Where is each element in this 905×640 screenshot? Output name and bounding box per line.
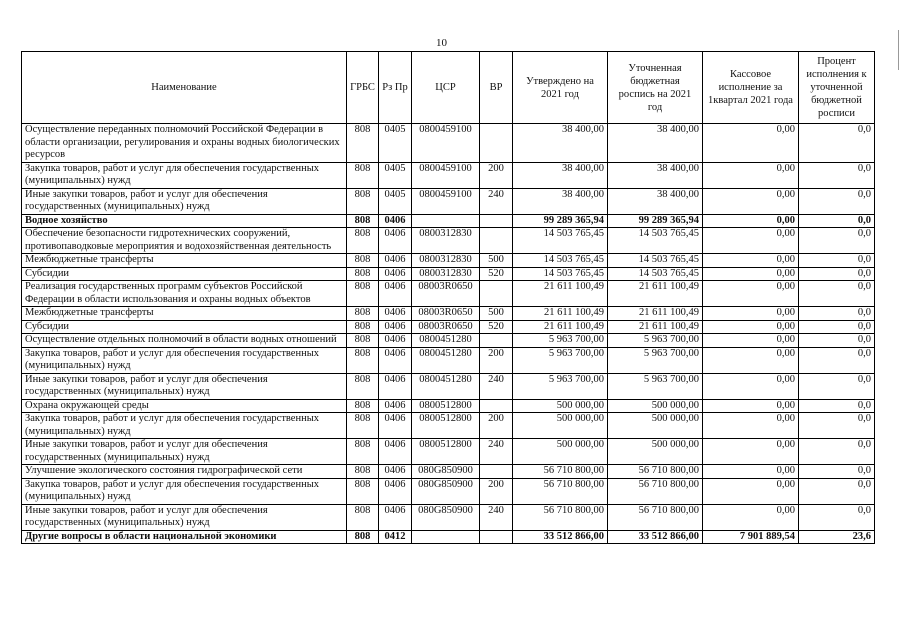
- table-row: [22, 373, 875, 399]
- cell-grbs: 808: [347, 465, 379, 479]
- cell-name: Охрана окружающей среды: [22, 399, 347, 413]
- cell-approved: 38 400,00: [513, 188, 608, 214]
- cell-approved: 21 611 100,49: [513, 320, 608, 334]
- cell-cash: 0,00: [703, 162, 799, 188]
- header-percent: Процент исполнения к уточненной бюджетной росписи: [799, 52, 875, 124]
- cell-name: Улучшение экологического состояния гидрографической сети: [22, 465, 347, 479]
- cell-name: Межбюджетные трансферты: [22, 254, 347, 268]
- cell-rzpr: 0406: [379, 334, 412, 348]
- scan-edge-mark: [895, 30, 899, 70]
- cell-refined: 5 963 700,00: [608, 334, 703, 348]
- cell-cash: 0,00: [703, 413, 799, 439]
- cell-percent: 0,0: [799, 347, 875, 373]
- cell-csr: 08003R0650: [412, 307, 480, 321]
- cell-approved: 5 963 700,00: [513, 373, 608, 399]
- cell-rzpr: 0406: [379, 399, 412, 413]
- cell-approved: 99 289 365,94: [513, 214, 608, 228]
- cell-grbs: 808: [347, 399, 379, 413]
- table-row: [22, 504, 875, 530]
- cell-rzpr: 0406: [379, 413, 412, 439]
- table-row: [22, 228, 875, 254]
- cell-cash: 0,00: [703, 281, 799, 307]
- cell-vr: 520: [480, 267, 513, 281]
- cell-cash: 0,00: [703, 399, 799, 413]
- cell-rzpr: 0406: [379, 347, 412, 373]
- cell-cash: 0,00: [703, 334, 799, 348]
- budget-execution-table: [21, 51, 875, 544]
- header-rzpr: Рз Пр: [379, 52, 412, 124]
- cell-name: Закупка товаров, работ и услуг для обеспечения государственных (муниципальных) нужд: [22, 413, 347, 439]
- table-row: [22, 214, 875, 228]
- cell-refined: 56 710 800,00: [608, 465, 703, 479]
- cell-grbs: 808: [347, 124, 379, 163]
- cell-cash: 7 901 889,54: [703, 530, 799, 544]
- cell-cash: 0,00: [703, 373, 799, 399]
- cell-rzpr: 0406: [379, 504, 412, 530]
- cell-vr: 240: [480, 188, 513, 214]
- cell-refined: 500 000,00: [608, 413, 703, 439]
- cell-vr: 520: [480, 320, 513, 334]
- cell-vr: [480, 530, 513, 544]
- cell-grbs: 808: [347, 413, 379, 439]
- table-row: [22, 347, 875, 373]
- cell-rzpr: 0405: [379, 162, 412, 188]
- table-row: [22, 254, 875, 268]
- cell-grbs: 808: [347, 334, 379, 348]
- cell-rzpr: 0406: [379, 228, 412, 254]
- cell-grbs: 808: [347, 373, 379, 399]
- cell-refined: 5 963 700,00: [608, 347, 703, 373]
- table-row: [22, 267, 875, 281]
- header-name: Наименование: [22, 52, 347, 124]
- cell-approved: 38 400,00: [513, 124, 608, 163]
- header-vr: ВР: [480, 52, 513, 124]
- cell-grbs: 808: [347, 320, 379, 334]
- cell-cash: 0,00: [703, 347, 799, 373]
- cell-refined: 500 000,00: [608, 439, 703, 465]
- cell-name: Реализация государственных программ субъектов Российской Федерации в области использования и охраны водных объектов: [22, 281, 347, 307]
- cell-percent: 0,0: [799, 320, 875, 334]
- cell-grbs: 808: [347, 162, 379, 188]
- cell-cash: 0,00: [703, 267, 799, 281]
- cell-grbs: 808: [347, 347, 379, 373]
- cell-percent: 0,0: [799, 124, 875, 163]
- cell-refined: 21 611 100,49: [608, 281, 703, 307]
- header-refined: Уточненная бюджетная роспись на 2021 год: [608, 52, 703, 124]
- cell-percent: 0,0: [799, 281, 875, 307]
- cell-vr: [480, 334, 513, 348]
- cell-name: Иные закупки товаров, работ и услуг для обеспечения государственных (муниципальных) нужд: [22, 188, 347, 214]
- header-csr: ЦСР: [412, 52, 480, 124]
- cell-refined: 21 611 100,49: [608, 320, 703, 334]
- cell-approved: 56 710 800,00: [513, 478, 608, 504]
- cell-approved: 38 400,00: [513, 162, 608, 188]
- cell-cash: 0,00: [703, 228, 799, 254]
- cell-csr: 0800312830: [412, 267, 480, 281]
- cell-cash: 0,00: [703, 307, 799, 321]
- cell-cash: 0,00: [703, 320, 799, 334]
- cell-csr: 080G850900: [412, 465, 480, 479]
- cell-approved: 21 611 100,49: [513, 307, 608, 321]
- cell-approved: 500 000,00: [513, 413, 608, 439]
- cell-approved: 14 503 765,45: [513, 254, 608, 268]
- cell-name: Иные закупки товаров, работ и услуг для обеспечения государственных (муниципальных) нужд: [22, 373, 347, 399]
- cell-csr: 08003R0650: [412, 320, 480, 334]
- table-row: [22, 307, 875, 321]
- cell-rzpr: 0406: [379, 267, 412, 281]
- cell-grbs: 808: [347, 228, 379, 254]
- cell-name: Закупка товаров, работ и услуг для обеспечения государственных (муниципальных) нужд: [22, 478, 347, 504]
- cell-refined: 99 289 365,94: [608, 214, 703, 228]
- cell-cash: 0,00: [703, 254, 799, 268]
- table-row: [22, 281, 875, 307]
- cell-rzpr: 0406: [379, 320, 412, 334]
- cell-rzpr: 0406: [379, 281, 412, 307]
- cell-cash: 0,00: [703, 478, 799, 504]
- cell-csr: 080G850900: [412, 478, 480, 504]
- cell-name: Закупка товаров, работ и услуг для обеспечения государственных (муниципальных) нужд: [22, 162, 347, 188]
- table-row: [22, 162, 875, 188]
- table-header-row: [22, 52, 875, 124]
- cell-name: Иные закупки товаров, работ и услуг для обеспечения государственных (муниципальных) нужд: [22, 504, 347, 530]
- cell-percent: 0,0: [799, 439, 875, 465]
- cell-cash: 0,00: [703, 504, 799, 530]
- cell-vr: 200: [480, 162, 513, 188]
- cell-name: Осуществление переданных полномочий Российской Федерации в области организации, регулирования и охраны водных биологических ресурсов: [22, 124, 347, 163]
- cell-vr: [480, 281, 513, 307]
- table-row: [22, 399, 875, 413]
- cell-percent: 0,0: [799, 267, 875, 281]
- cell-refined: 14 503 765,45: [608, 267, 703, 281]
- cell-refined: 14 503 765,45: [608, 228, 703, 254]
- cell-refined: 14 503 765,45: [608, 254, 703, 268]
- cell-csr: [412, 530, 480, 544]
- cell-rzpr: 0405: [379, 188, 412, 214]
- cell-rzpr: 0406: [379, 254, 412, 268]
- cell-approved: 5 963 700,00: [513, 347, 608, 373]
- cell-refined: 38 400,00: [608, 124, 703, 163]
- cell-name: Осуществление отдельных полномочий в области водных отношений: [22, 334, 347, 348]
- cell-percent: 0,0: [799, 399, 875, 413]
- cell-name: Субсидии: [22, 267, 347, 281]
- cell-vr: 200: [480, 413, 513, 439]
- cell-vr: 200: [480, 478, 513, 504]
- table-row: [22, 413, 875, 439]
- cell-grbs: 808: [347, 504, 379, 530]
- cell-vr: 240: [480, 504, 513, 530]
- cell-csr: 0800312830: [412, 254, 480, 268]
- cell-name: Субсидии: [22, 320, 347, 334]
- cell-approved: 14 503 765,45: [513, 267, 608, 281]
- cell-vr: [480, 124, 513, 163]
- table-row: [22, 478, 875, 504]
- cell-approved: 500 000,00: [513, 399, 608, 413]
- cell-vr: 240: [480, 373, 513, 399]
- table-row: [22, 439, 875, 465]
- cell-grbs: 808: [347, 188, 379, 214]
- cell-name: Межбюджетные трансферты: [22, 307, 347, 321]
- cell-rzpr: 0406: [379, 214, 412, 228]
- cell-approved: 56 710 800,00: [513, 465, 608, 479]
- table-row: [22, 465, 875, 479]
- cell-refined: 500 000,00: [608, 399, 703, 413]
- cell-approved: 33 512 866,00: [513, 530, 608, 544]
- cell-name: Закупка товаров, работ и услуг для обеспечения государственных (муниципальных) нужд: [22, 347, 347, 373]
- cell-approved: 500 000,00: [513, 439, 608, 465]
- cell-grbs: 808: [347, 267, 379, 281]
- cell-csr: 0800312830: [412, 228, 480, 254]
- cell-csr: 080G850900: [412, 504, 480, 530]
- table-row: [22, 320, 875, 334]
- cell-vr: 200: [480, 347, 513, 373]
- cell-csr: 0800512800: [412, 439, 480, 465]
- cell-percent: 0,0: [799, 188, 875, 214]
- cell-csr: [412, 214, 480, 228]
- cell-name: Водное хозяйство: [22, 214, 347, 228]
- cell-grbs: 808: [347, 478, 379, 504]
- cell-grbs: 808: [347, 214, 379, 228]
- header-grbs: ГРБС: [347, 52, 379, 124]
- cell-percent: 0,0: [799, 228, 875, 254]
- cell-percent: 0,0: [799, 465, 875, 479]
- cell-csr: 0800459100: [412, 162, 480, 188]
- cell-name: Обеспечение безопасности гидротехнических сооружений, противопаводковые мероприятия и водохозяйственная деятельность: [22, 228, 347, 254]
- cell-vr: [480, 214, 513, 228]
- cell-percent: 0,0: [799, 334, 875, 348]
- cell-approved: 14 503 765,45: [513, 228, 608, 254]
- cell-cash: 0,00: [703, 188, 799, 214]
- header-cash: Кассовое исполнение за 1квартал 2021 года: [703, 52, 799, 124]
- cell-csr: 0800459100: [412, 124, 480, 163]
- cell-approved: 5 963 700,00: [513, 334, 608, 348]
- page-number: 10: [436, 37, 447, 49]
- cell-approved: 56 710 800,00: [513, 504, 608, 530]
- cell-percent: 0,0: [799, 504, 875, 530]
- cell-percent: 23,6: [799, 530, 875, 544]
- cell-refined: 56 710 800,00: [608, 504, 703, 530]
- cell-percent: 0,0: [799, 214, 875, 228]
- cell-cash: 0,00: [703, 465, 799, 479]
- cell-csr: 0800451280: [412, 373, 480, 399]
- cell-rzpr: 0406: [379, 307, 412, 321]
- cell-percent: 0,0: [799, 307, 875, 321]
- cell-grbs: 808: [347, 307, 379, 321]
- cell-percent: 0,0: [799, 413, 875, 439]
- cell-refined: 56 710 800,00: [608, 478, 703, 504]
- table-body: [22, 124, 875, 544]
- cell-rzpr: 0406: [379, 478, 412, 504]
- cell-rzpr: 0412: [379, 530, 412, 544]
- cell-rzpr: 0406: [379, 439, 412, 465]
- cell-refined: 38 400,00: [608, 162, 703, 188]
- table-row: [22, 334, 875, 348]
- cell-csr: 0800451280: [412, 347, 480, 373]
- cell-rzpr: 0406: [379, 465, 412, 479]
- cell-cash: 0,00: [703, 439, 799, 465]
- cell-refined: 33 512 866,00: [608, 530, 703, 544]
- cell-name: Другие вопросы в области национальной экономики: [22, 530, 347, 544]
- cell-vr: 500: [480, 254, 513, 268]
- cell-grbs: 808: [347, 254, 379, 268]
- cell-refined: 5 963 700,00: [608, 373, 703, 399]
- cell-percent: 0,0: [799, 373, 875, 399]
- cell-cash: 0,00: [703, 124, 799, 163]
- cell-percent: 0,0: [799, 478, 875, 504]
- cell-csr: 0800451280: [412, 334, 480, 348]
- cell-vr: 240: [480, 439, 513, 465]
- header-approved: Утверждено на 2021 год: [513, 52, 608, 124]
- cell-refined: 21 611 100,49: [608, 307, 703, 321]
- cell-csr: 08003R0650: [412, 281, 480, 307]
- cell-name: Иные закупки товаров, работ и услуг для обеспечения государственных (муниципальных) нужд: [22, 439, 347, 465]
- cell-rzpr: 0405: [379, 124, 412, 163]
- table-row: [22, 188, 875, 214]
- cell-rzpr: 0406: [379, 373, 412, 399]
- cell-cash: 0,00: [703, 214, 799, 228]
- cell-percent: 0,0: [799, 254, 875, 268]
- cell-percent: 0,0: [799, 162, 875, 188]
- cell-csr: 0800512800: [412, 399, 480, 413]
- cell-csr: 0800459100: [412, 188, 480, 214]
- cell-grbs: 808: [347, 530, 379, 544]
- cell-grbs: 808: [347, 281, 379, 307]
- cell-approved: 21 611 100,49: [513, 281, 608, 307]
- cell-vr: [480, 465, 513, 479]
- cell-refined: 38 400,00: [608, 188, 703, 214]
- cell-grbs: 808: [347, 439, 379, 465]
- cell-vr: 500: [480, 307, 513, 321]
- table-row: [22, 124, 875, 163]
- cell-vr: [480, 399, 513, 413]
- cell-csr: 0800512800: [412, 413, 480, 439]
- table-row: [22, 530, 875, 544]
- cell-vr: [480, 228, 513, 254]
